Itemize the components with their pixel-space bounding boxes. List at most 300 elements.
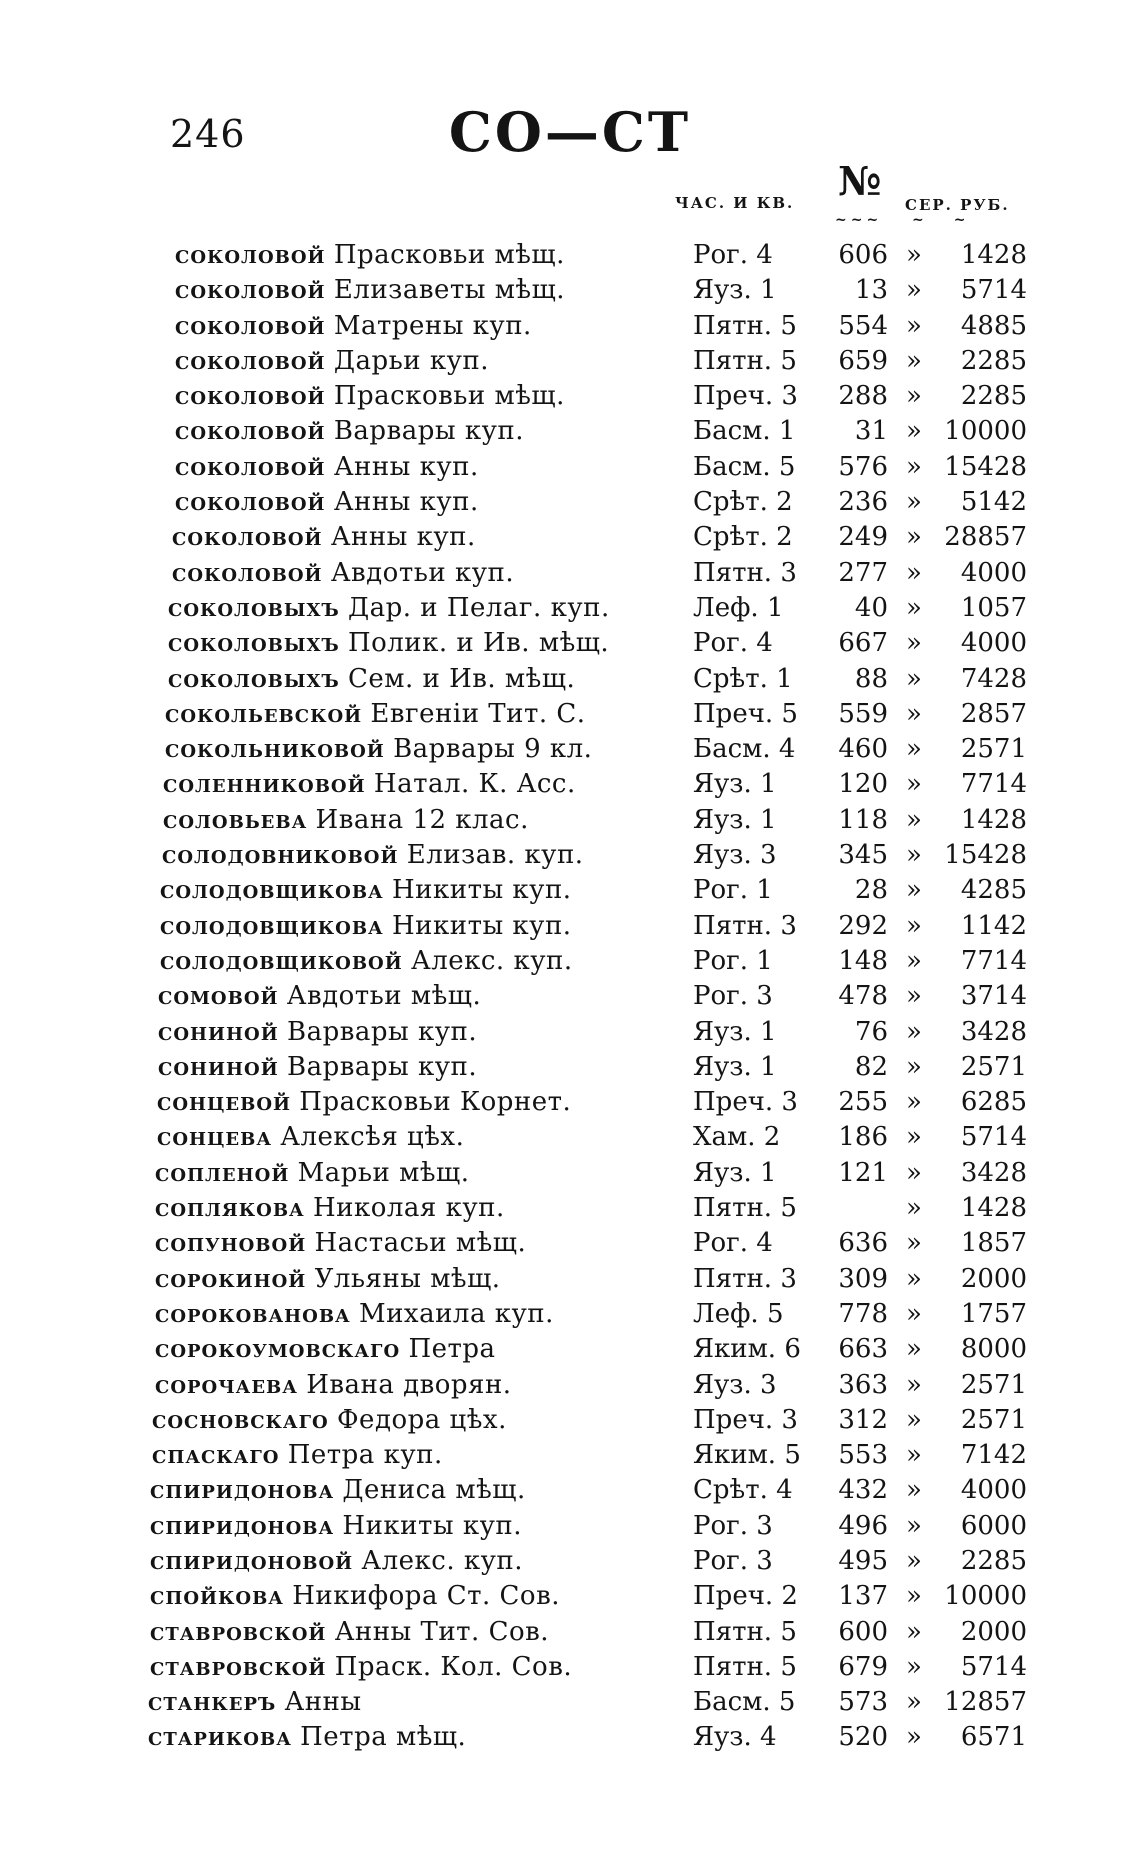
entry-amount: 10000 [944,1581,1027,1612]
entry-name [148,1722,466,1752]
entry-number: 495 [838,1545,888,1576]
entry-ditto-mark: » [906,910,922,941]
entry-number: 520 [838,1722,888,1753]
entry-description: Настасьи мѣщ. [314,1228,527,1259]
entry-surname: соколовой [175,345,326,376]
entry-description: Николая куп. [313,1193,505,1224]
entry-number: 118 [838,804,888,835]
list-item [0,1469,1140,1504]
entry-name [160,911,572,941]
entry-name [152,1440,443,1470]
entry-name [155,1299,554,1329]
entry-description: Марьи мѣщ. [297,1157,470,1188]
entry-name [158,1052,477,1082]
entry-number: 559 [838,698,888,729]
entry-amount: 3428 [960,1157,1027,1188]
entry-district: Срѣт. 1 [693,663,793,694]
entry-amount: 2285 [960,345,1027,376]
entry-number: 120 [838,769,888,800]
entry-ditto-mark: » [906,522,922,553]
entry-amount: 5714 [960,1122,1027,1153]
list-item [0,446,1140,481]
column-header-district: ЧАС. И КВ. [675,194,795,212]
list-item [0,1293,1140,1328]
entry-name [155,1264,501,1294]
entry-ditto-mark: » [906,1616,922,1647]
entry-name [148,1687,362,1717]
entry-name [157,1122,464,1152]
entry-district: Пятн. 5 [693,1616,797,1647]
entry-description: Варвары куп. [333,416,524,447]
entry-number: 249 [838,522,888,553]
entry-number: 573 [838,1687,888,1718]
list-item [0,1222,1140,1257]
entry-surname: сорокоумовскаго [155,1334,401,1365]
entry-ditto-mark: » [906,875,922,906]
column-header-number-ornament: ~~~ [835,212,883,228]
entry-surname: соловьева [163,804,308,835]
entry-amount: 2285 [960,381,1027,412]
entry-district: Пятн. 5 [693,1193,797,1224]
entry-description: Анны куп. [330,522,476,553]
entry-district: Пятн. 5 [693,1651,797,1682]
entry-surname: старикова [148,1722,292,1753]
entry-district: Яуз. 4 [693,1722,777,1753]
list-item [0,1540,1140,1575]
entry-district: Пятн. 5 [693,310,797,341]
entry-surname: спиридоновой [150,1545,354,1576]
entry-description: Алексѣя цѣх. [280,1122,465,1153]
entry-amount: 2571 [960,1051,1027,1082]
entry-name [155,1193,505,1223]
entry-surname: соплякова [155,1193,305,1224]
entry-ditto-mark: » [906,416,922,447]
entry-surname: сониной [158,1016,279,1047]
entry-ditto-mark: » [906,1193,922,1224]
list-item [0,975,1140,1010]
list-item [0,728,1140,763]
entry-ditto-mark: » [906,1510,922,1541]
entry-name [168,664,575,694]
entry-number: 88 [854,663,888,694]
entry-name [165,734,592,764]
entry-amount: 15428 [944,451,1027,482]
entry-surname: солодовщикова [160,910,384,941]
list-item [0,658,1140,693]
list-item [0,1152,1140,1187]
entry-amount: 7714 [960,769,1027,800]
entry-amount: 4000 [960,628,1027,659]
entry-surname: сорокованова [155,1298,351,1329]
entry-name [155,1370,512,1400]
list-item [0,552,1140,587]
entry-amount: 7428 [960,663,1027,694]
entry-district: Яуз. 1 [693,1016,777,1047]
entry-name [163,805,529,835]
entry-amount: 2571 [960,1404,1027,1435]
entry-name [157,1087,571,1117]
entry-amount: 1757 [960,1298,1027,1329]
entry-surname: солодовниковой [162,840,399,871]
entry-ditto-mark: » [906,1334,922,1365]
entry-ditto-mark: » [906,451,922,482]
entry-ditto-mark: » [906,557,922,588]
entry-district: Рог. 4 [693,1228,773,1259]
entry-surname: соколовой [175,416,326,447]
page-heading: СО—СТ [448,100,692,164]
entry-name [152,1405,507,1435]
entry-district: Рог. 4 [693,240,773,270]
entry-name [172,558,514,588]
entry-description: Никифора Ст. Сов. [292,1581,560,1612]
entry-amount: 5714 [960,1651,1027,1682]
entry-amount: 12857 [944,1687,1027,1718]
entry-district: Басм. 5 [693,1687,796,1718]
entry-number: 778 [838,1298,888,1329]
entry-description: Прасковьи мѣщ. [333,240,565,270]
entry-district: Срѣт. 2 [693,487,793,518]
entry-district: Яуз. 1 [693,804,777,835]
entry-name [163,769,576,799]
entry-surname: сонцева [157,1122,272,1153]
entry-ditto-mark: » [906,487,922,518]
entry-ditto-mark: » [906,628,922,659]
entry-description: Сем. и Ив. мѣщ. [347,663,576,694]
entry-ditto-mark: » [906,1157,922,1188]
column-header-number: № [838,158,882,205]
entry-description: Полик. и Ив. мѣщ. [347,628,610,659]
column-header-amount: СЕР. РУБ. [905,196,1010,214]
entry-description: Дарьи куп. [333,345,490,376]
entry-amount: 1428 [960,804,1027,835]
list-item [0,1611,1140,1646]
entry-surname: станкеръ [148,1687,277,1718]
entry-name [168,628,609,658]
entry-district: Срѣт. 2 [693,522,793,553]
list-item [0,340,1140,375]
entry-number: 554 [838,310,888,341]
entry-district: Преч. 3 [693,1404,798,1435]
entry-name [175,311,532,341]
list-item [0,1364,1140,1399]
entry-ditto-mark: » [906,1651,922,1682]
entry-district: Рог. 1 [693,875,773,906]
entry-name [172,522,476,552]
entry-surname: соколовой [175,487,326,518]
entry-number: 255 [838,1087,888,1118]
entry-name [175,381,565,411]
entry-number: 496 [838,1510,888,1541]
entry-district: Яуз. 1 [693,275,777,306]
entry-description: Прасковьи мѣщ. [333,381,565,412]
entry-surname: соколовыхъ [168,628,340,659]
entry-amount: 7714 [960,945,1027,976]
list-item [0,799,1140,834]
list-item [0,305,1140,340]
entry-amount: 2857 [960,698,1027,729]
entry-number: 312 [838,1404,888,1435]
column-header-amount-ornament: ~~ [912,212,996,228]
entry-description: Ульяны мѣщ. [314,1263,501,1294]
entry-district: Рог. 3 [693,1510,773,1541]
entry-amount: 1142 [960,910,1027,941]
entry-ditto-mark: » [906,1228,922,1259]
entry-amount: 2571 [960,1369,1027,1400]
entry-surname: сопуновой [155,1228,307,1259]
entry-name [158,981,481,1011]
entry-name [160,946,573,976]
entry-surname: спаскаго [152,1440,280,1471]
entry-amount: 6285 [960,1087,1027,1118]
list-item [0,834,1140,869]
entry-name [150,1546,523,1576]
entry-amount: 7142 [960,1440,1027,1471]
entry-amount: 8000 [960,1334,1027,1365]
entry-description: Анны [284,1687,362,1718]
entry-number: 186 [838,1122,888,1153]
entry-number: 345 [838,840,888,871]
entry-list [0,234,1140,1752]
entry-name [155,1158,469,1188]
entry-surname: спойкова [150,1581,284,1612]
entry-name [175,275,565,305]
entry-name [168,593,610,623]
list-item [0,869,1140,904]
entry-district: Леф. 1 [693,592,784,623]
entry-district: Пятн. 3 [693,557,797,588]
list-item [0,1258,1140,1293]
entry-surname: сомовой [158,981,279,1012]
list-item [0,1116,1140,1151]
entry-ditto-mark: » [906,1687,922,1718]
entry-district: Рог. 4 [693,628,773,659]
entry-district: Яуз. 1 [693,769,777,800]
entry-amount: 10000 [944,416,1027,447]
entry-number: 432 [838,1475,888,1506]
entry-surname: соколовой [175,275,326,306]
entry-district: Яким. 6 [693,1334,801,1365]
entry-district: Яуз. 1 [693,1051,777,1082]
entry-district: Леф. 5 [693,1298,784,1329]
entry-amount: 1428 [960,1193,1027,1224]
list-item [0,234,1140,269]
entry-description: Ивана дворян. [306,1369,512,1400]
entry-ditto-mark: » [906,1298,922,1329]
entry-ditto-mark: » [906,240,922,270]
entry-ditto-mark: » [906,345,922,376]
entry-district: Яуз. 3 [693,1369,777,1400]
entry-amount: 28857 [944,522,1027,553]
entry-surname: соколовыхъ [168,663,340,694]
list-item [0,1011,1140,1046]
entry-ditto-mark: » [906,310,922,341]
list-item [0,481,1140,516]
entry-description: Алекс. куп. [361,1545,523,1576]
list-item [0,763,1140,798]
entry-ditto-mark: » [906,1016,922,1047]
entry-surname: сосновскаго [152,1404,329,1435]
entry-number: 478 [838,981,888,1012]
entry-amount: 2571 [960,734,1027,765]
entry-description: Петра [408,1334,496,1365]
entry-name [150,1617,549,1647]
list-item [0,1328,1140,1363]
list-item [0,622,1140,657]
entry-amount: 1428 [960,240,1027,270]
entry-description: Дениса мѣщ. [342,1475,526,1506]
entry-description: Ивана 12 клас. [315,804,529,835]
entry-surname: сонцевой [157,1087,292,1118]
entry-ditto-mark: » [906,1722,922,1753]
entry-surname: сониной [158,1051,279,1082]
entry-description: Никиты куп. [391,910,572,941]
entry-description: Варвары 9 кл. [393,734,593,765]
entry-surname: спиридонова [150,1475,335,1506]
entry-amount: 4000 [960,1475,1027,1506]
entry-number: 137 [838,1581,888,1612]
entry-district: Преч. 2 [693,1581,798,1612]
entry-ditto-mark: » [906,663,922,694]
list-item [0,269,1140,304]
page-number: 246 [170,112,246,156]
entry-district: Яким. 5 [693,1440,801,1471]
entry-number: 636 [838,1228,888,1259]
entry-ditto-mark: » [906,945,922,976]
entry-ditto-mark: » [906,1263,922,1294]
entry-description: Алекс. куп. [411,945,573,976]
entry-description: Праск. Кол. Сов. [334,1651,573,1682]
entry-description: Анны куп. [333,451,479,482]
entry-surname: ставровской [150,1616,327,1647]
entry-name [175,487,479,517]
entry-district: Пятн. 3 [693,910,797,941]
entry-description: Прасковьи Корнет. [299,1087,572,1118]
entry-number: 288 [838,381,888,412]
entry-number: 148 [838,945,888,976]
entry-ditto-mark: » [906,698,922,729]
entry-name [162,840,584,870]
entry-amount: 1857 [960,1228,1027,1259]
list-item [0,1434,1140,1469]
entry-number: 292 [838,910,888,941]
entry-ditto-mark: » [906,1404,922,1435]
entry-description: Никиты куп. [391,875,572,906]
entry-district: Рог. 3 [693,1545,773,1576]
entry-description: Евгеніи Тит. С. [370,698,586,729]
entry-district: Пятн. 3 [693,1263,797,1294]
entry-amount: 4885 [960,310,1027,341]
list-item [0,1505,1140,1540]
list-item [0,1646,1140,1681]
entry-district: Басм. 1 [693,416,796,447]
entry-district: Рог. 3 [693,981,773,1012]
entry-number: 40 [854,592,888,623]
entry-ditto-mark: » [906,1087,922,1118]
entry-number: 82 [854,1051,888,1082]
entry-amount: 2000 [960,1616,1027,1647]
entry-surname: солодовщикова [160,875,384,906]
entry-number: 309 [838,1263,888,1294]
entry-name [150,1581,560,1611]
entry-district: Срѣт. 4 [693,1475,793,1506]
entry-district: Басм. 5 [693,451,796,482]
entry-number: 31 [854,416,888,447]
entry-surname: соколовой [175,240,326,270]
list-item [0,940,1140,975]
entry-number: 663 [838,1334,888,1365]
entry-ditto-mark: » [906,592,922,623]
entry-name [175,452,479,482]
entry-number: 679 [838,1651,888,1682]
entry-amount: 3714 [960,981,1027,1012]
entry-name [175,416,524,446]
entry-description: Михаила куп. [358,1298,554,1329]
entry-surname: соколовой [175,451,326,482]
entry-surname: сорокиной [155,1263,307,1294]
entry-ditto-mark: » [906,1581,922,1612]
list-item [0,375,1140,410]
entry-name [155,1334,496,1364]
entry-district: Яуз. 3 [693,840,777,871]
entry-description: Елизав. куп. [406,840,584,871]
entry-number: 576 [838,451,888,482]
entry-number: 600 [838,1616,888,1647]
entry-description: Анны Тит. Сов. [334,1616,550,1647]
entry-description: Варвары куп. [286,1016,478,1047]
entry-description: Петра мѣщ. [300,1722,467,1753]
entry-surname: сопленой [155,1157,290,1188]
entry-ditto-mark: » [906,734,922,765]
entry-amount: 5142 [960,487,1027,518]
list-item [0,1575,1140,1610]
entry-amount: 2000 [960,1263,1027,1294]
entry-amount: 15428 [944,840,1027,871]
entry-number: 28 [854,875,888,906]
entry-district: Преч. 3 [693,1087,798,1118]
entry-name [175,240,565,270]
entry-surname: солодовщиковой [160,945,403,976]
list-item [0,410,1140,445]
entry-district: Пятн. 5 [693,345,797,376]
entry-district: Рог. 1 [693,945,773,976]
entry-name [150,1475,526,1505]
entry-ditto-mark: » [906,275,922,306]
entry-ditto-mark: » [906,1369,922,1400]
entry-district: Преч. 5 [693,698,798,729]
list-item [0,1681,1140,1716]
entry-surname: соколовой [172,557,323,588]
list-item [0,587,1140,622]
entry-number: 667 [838,628,888,659]
entry-ditto-mark: » [906,804,922,835]
entry-amount: 3428 [960,1016,1027,1047]
entry-surname: соленниковой [163,769,366,800]
entry-amount: 6000 [960,1510,1027,1541]
entry-name [165,699,586,729]
list-item [0,1187,1140,1222]
entry-district: Хам. 2 [693,1122,781,1153]
entry-name [158,1017,477,1047]
entry-number: 13 [854,275,888,306]
entry-description: Дар. и Пелаг. куп. [347,592,610,623]
entry-number: 121 [838,1157,888,1188]
entry-surname: соколовой [172,522,323,553]
entry-description: Матрены куп. [333,310,532,341]
entry-district: Басм. 4 [693,734,796,765]
entry-ditto-mark: » [906,1051,922,1082]
entry-description: Федора цѣх. [336,1404,507,1435]
entry-ditto-mark: » [906,981,922,1012]
